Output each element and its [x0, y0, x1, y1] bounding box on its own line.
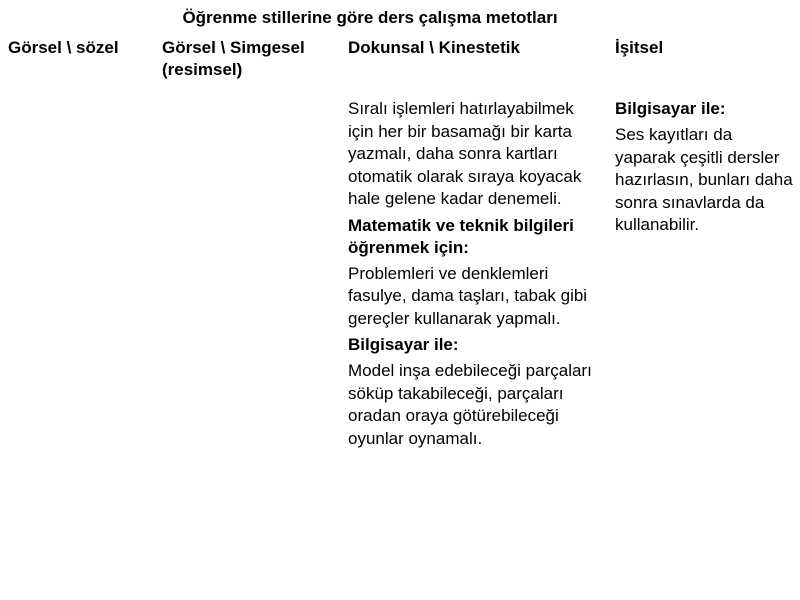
column-gorsel-simgesel [162, 37, 340, 81]
kinestetik-paragraph: Sıralı işlemleri hatırlayabilmek için her bir basamağı bir karta yazmalı, daha sonra kartları otomatik olarak sıraya koyacak hale gelene kadar denemeli. [348, 99, 582, 208]
column-heading: Görsel \ Simgesel (resimsel) [162, 38, 305, 79]
page-title: Öğrenme stillerine göre ders çalışma metotları [182, 8, 558, 27]
kinestetik-subheading: Matematik ve teknik bilgileri öğrenmek için: [348, 215, 574, 257]
kinestetik-paragraph: Model inşa edebileceği parçaları söküp takabileceği, parçaları oradan oraya götürebileceği oyunlar oynamalı. [348, 361, 592, 448]
column-heading: Dokunsal \ Kinestetik [348, 38, 520, 57]
column-dokunsal-kinestetik [348, 37, 603, 59]
column-isitsel [615, 37, 790, 59]
column-gorsel-sozel [8, 37, 153, 59]
kinestetik-subheading: Bilgisayar ile: [348, 335, 459, 354]
isitsel-content [615, 98, 795, 241]
column-heading: Görsel \ sözel [8, 38, 119, 57]
isitsel-subheading: Bilgisayar ile: [615, 99, 726, 118]
kinestetik-content [348, 98, 603, 454]
column-heading: İşitsel [615, 38, 664, 57]
isitsel-paragraph: Ses kayıtları da yaparak çeşitli dersler hazırlasın, bunları daha sonra sınavlarda da kullanabilir. [615, 125, 793, 234]
kinestetik-paragraph: Problemleri ve denklemleri fasulye, dama taşları, tabak gibi gereçler kullanarak yapmalı. [348, 263, 588, 328]
